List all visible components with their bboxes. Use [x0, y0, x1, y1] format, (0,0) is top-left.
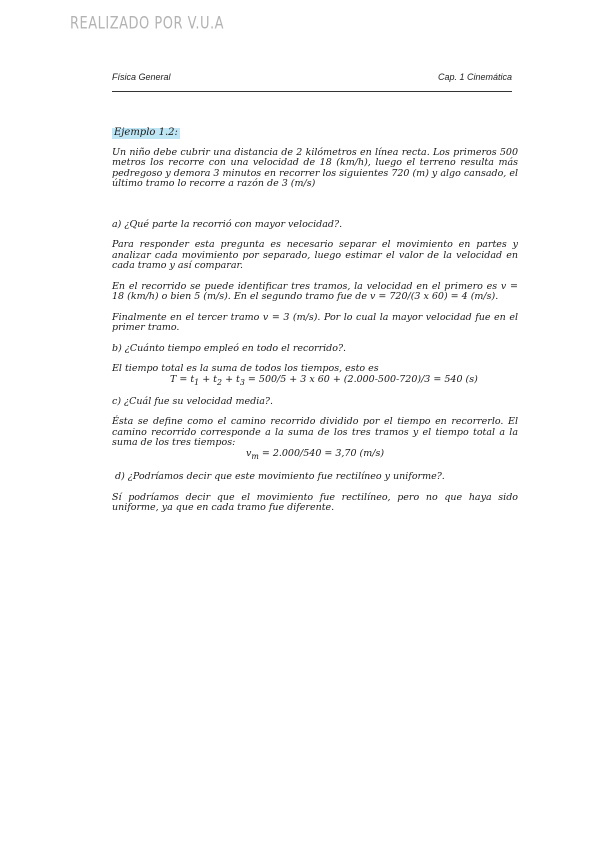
example-title: Ejemplo 1.2:: [114, 127, 178, 138]
formula-mean-velocity: $v_m = 2.000/540 = 3,70$ (m/s): [245, 447, 385, 461]
header-subject: Física General: [112, 72, 171, 82]
question-c: c) ¿Cuál fue su velocidad media?.: [112, 395, 274, 407]
header-divider: [112, 91, 512, 92]
header-chapter: Cap. 1 Cinemática: [437, 72, 512, 82]
question-a: a) ¿Qué parte la recorrió con mayor velocidad?.: [112, 218, 343, 230]
answer-c-paragraph: Ésta se define como el camino recorrido dividido por el tiempo en recorrerlo. El camino recorrido corresponde a la suma de los tres tramos y el tiempo total a la suma de los tres tiempos:: [112, 416, 518, 449]
question-d: d) ¿Podríamos decir que este movimiento fue rectilíneo y uniforme?.: [115, 471, 445, 483]
answer-a-paragraph-2: En el recorrido se puede identificar tres tramos, la velocidad en el primero es v = 18 (km/h) o bien 5 (m/s). En el segundo tramo fue de v = 720/(3 x 60) = 4 (m/s).: [112, 280, 518, 302]
answer-a-paragraph-3: Finalmente en el tercer tramo v = 3 (m/s). Por lo cual la mayor velocidad fue en el primer tramo.: [112, 311, 518, 333]
watermark: REALIZADO POR V.U.A: [70, 14, 225, 34]
formula-total-time: $T = t_1 + t_2 + t_3 = 500/5 + 3$ x 60 + (2.000-500-720)/3 = 540 (s): [170, 373, 478, 387]
question-b: b) ¿Cuánto tiempo empleó en todo el recorrido?.: [112, 342, 347, 354]
answer-b-intro: El tiempo total es la suma de todos los tiempos, esto es: [112, 363, 379, 374]
answer-a-paragraph-1: Para responder esta pregunta es necesario separar el movimiento en partes y analizar cada movimiento por separado, luego estimar el valor de la velocidad en cada tramo y así comparar.: [112, 239, 518, 271]
document-body: [112, 128, 518, 514]
answer-d-paragraph: Sí podríamos decir que el movimiento fue rectilíneo, pero no que haya sido uniforme, ya que en cada tramo fue diferente.: [112, 491, 518, 514]
example-statement: Un niño debe cubrir una distancia de 2 kilómetros en línea recta. Los primeros 500 metros los recorre con una velocidad de 18 (km/h), luego el terreno resulta más pedregoso y demora 3 minutos en recorrer los siguientes 720 (m) y algo cansado, el último tramo lo recorre a razón de 3 (m/s): [112, 146, 518, 189]
